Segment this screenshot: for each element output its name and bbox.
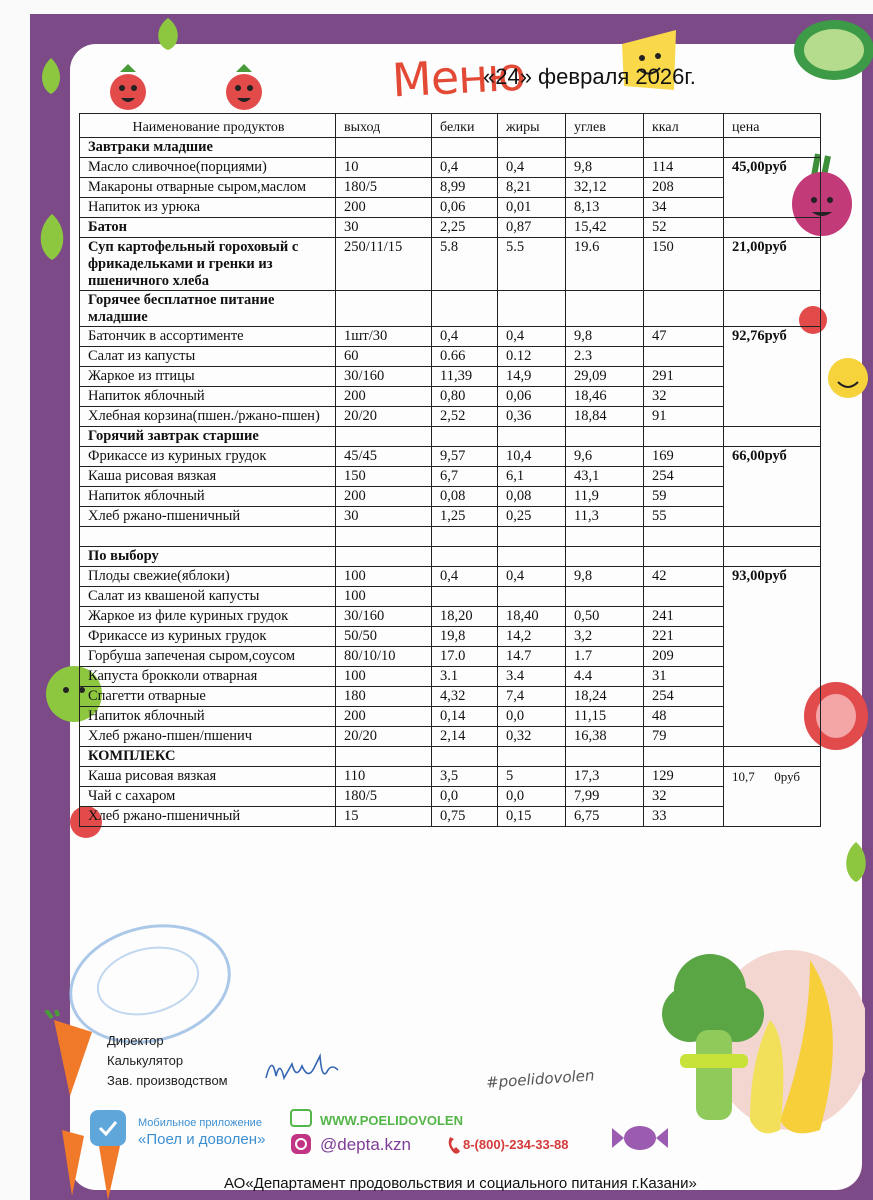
empty-cell — [432, 747, 498, 767]
nutrition-value: 9,8 — [566, 327, 644, 347]
nutrition-value: 79 — [644, 727, 724, 747]
nutrition-value: 209 — [644, 647, 724, 667]
column-header: ккал — [644, 114, 724, 138]
nutrition-value: 0,36 — [498, 407, 566, 427]
nutrition-value: 200 — [336, 198, 432, 218]
menu-table — [79, 113, 821, 827]
leaf-icon — [36, 56, 66, 96]
nutrition-value: 10 — [336, 158, 432, 178]
footer-company: АО«Департамент продовольствия и социального питания г.Казани» — [224, 1175, 697, 1192]
nutrition-value: 1,25 — [432, 507, 498, 527]
nutrition-value: 17.0 — [432, 647, 498, 667]
section-heading: КОМПЛЕКС — [80, 747, 336, 767]
nutrition-value: 18,20 — [432, 607, 498, 627]
table-row — [80, 238, 821, 291]
nutrition-value: 180/5 — [336, 178, 432, 198]
empty-cell — [566, 427, 644, 447]
product-name: Капуста брокколи отварная — [80, 667, 336, 687]
nutrition-value: 221 — [644, 627, 724, 647]
table-row — [80, 347, 821, 367]
empty-cell — [724, 138, 821, 158]
empty-cell — [336, 427, 432, 447]
nutrition-value: 19.6 — [566, 238, 644, 291]
product-name: Батон — [80, 218, 336, 238]
nutrition-value: 9,8 — [566, 567, 644, 587]
empty-cell — [644, 547, 724, 567]
leaf-icon-right — [838, 840, 873, 884]
nutrition-value — [644, 587, 724, 607]
product-name: Горбуша запеченая сыром,соусом — [80, 647, 336, 667]
nutrition-value: 241 — [644, 607, 724, 627]
empty-cell — [644, 291, 724, 327]
product-name: Спагетти отварные — [80, 687, 336, 707]
table-row — [80, 807, 821, 827]
menu-title: Меню — [390, 46, 527, 108]
nutrition-value: 30 — [336, 218, 432, 238]
table-row — [80, 178, 821, 198]
nutrition-value: 14,2 — [498, 627, 566, 647]
nutrition-value: 0,06 — [432, 198, 498, 218]
nutrition-value: 0.12 — [498, 347, 566, 367]
product-name: Каша рисовая вязкая — [80, 467, 336, 487]
nutrition-value — [498, 587, 566, 607]
nutrition-value: 254 — [644, 467, 724, 487]
nutrition-value: 11,39 — [432, 367, 498, 387]
table-row — [80, 547, 821, 567]
table-row — [80, 447, 821, 467]
nutrition-value: 4,32 — [432, 687, 498, 707]
nutrition-value: 19,8 — [432, 627, 498, 647]
empty-cell — [432, 291, 498, 327]
nutrition-value: 33 — [644, 807, 724, 827]
empty-cell — [724, 218, 821, 238]
product-name: Напиток из урюка — [80, 198, 336, 218]
section-heading: Завтраки младшие — [80, 138, 336, 158]
nutrition-value: 169 — [644, 447, 724, 467]
table-row — [80, 387, 821, 407]
empty-cell — [336, 138, 432, 158]
nutrition-value: 60 — [336, 347, 432, 367]
nutrition-value: 0,75 — [432, 807, 498, 827]
product-name: Хлеб ржано-пшеничный — [80, 807, 336, 827]
price-cell: 66,00руб — [724, 447, 821, 527]
nutrition-value: 2,14 — [432, 727, 498, 747]
nutrition-value: 43,1 — [566, 467, 644, 487]
candy-icon — [612, 1118, 668, 1158]
column-header: углев — [566, 114, 644, 138]
empty-cell — [498, 138, 566, 158]
nutrition-value: 6,7 — [432, 467, 498, 487]
empty-cell — [724, 747, 821, 767]
product-name: Чай с сахаром — [80, 787, 336, 807]
nutrition-value: 42 — [644, 567, 724, 587]
calculator-label: Калькулятор — [107, 1053, 184, 1068]
nutrition-value: 110 — [336, 767, 432, 787]
nutrition-value: 32,12 — [566, 178, 644, 198]
nutrition-value: 80/10/10 — [336, 647, 432, 667]
nutrition-value: 45/45 — [336, 447, 432, 467]
nutrition-value: 8,13 — [566, 198, 644, 218]
price-cell: 92,76руб — [724, 327, 821, 427]
instagram-icon — [290, 1133, 312, 1155]
empty-cell — [432, 427, 498, 447]
table-row — [80, 647, 821, 667]
price-cell: 10,7 0руб — [724, 767, 821, 827]
product-name: Фрикассе из куриных грудок — [80, 447, 336, 467]
mobile-app-icon — [88, 1108, 128, 1148]
nutrition-value: 52 — [644, 218, 724, 238]
table-row — [80, 627, 821, 647]
table-row — [80, 787, 821, 807]
nutrition-value: 11,15 — [566, 707, 644, 727]
empty-cell — [336, 291, 432, 327]
leaf-icon-left — [34, 212, 70, 262]
handwritten-signature — [262, 1050, 342, 1090]
table-row — [80, 687, 821, 707]
nutrition-value: 0,08 — [432, 487, 498, 507]
table-row — [80, 407, 821, 427]
table-row — [80, 427, 821, 447]
leaf-icon-top — [150, 16, 186, 52]
nutrition-value: 31 — [644, 667, 724, 687]
empty-cell — [566, 547, 644, 567]
product-name: Напиток яблочный — [80, 487, 336, 507]
empty-cell — [432, 138, 498, 158]
broccoli-banana-characters-icon — [640, 930, 865, 1170]
empty-cell — [498, 427, 566, 447]
phone-number[interactable]: 8-(800)-234-33-88 — [463, 1137, 569, 1152]
nutrition-value: 32 — [644, 387, 724, 407]
nutrition-value: 0,06 — [498, 387, 566, 407]
empty-cell — [498, 747, 566, 767]
empty-cell — [566, 747, 644, 767]
nutrition-value: 150 — [336, 467, 432, 487]
app-label-line2: «Поел и доволен» — [138, 1131, 266, 1148]
nutrition-value: 0,4 — [498, 158, 566, 178]
nutrition-value: 8,99 — [432, 178, 498, 198]
nutrition-value: 4.4 — [566, 667, 644, 687]
product-name: Жаркое из птицы — [80, 367, 336, 387]
empty-cell — [644, 747, 724, 767]
nutrition-value: 32 — [644, 787, 724, 807]
nutrition-value: 0,14 — [432, 707, 498, 727]
nutrition-value: 3.1 — [432, 667, 498, 687]
nutrition-value: 9,6 — [566, 447, 644, 467]
nutrition-value: 14.7 — [498, 647, 566, 667]
empty-cell — [644, 527, 724, 547]
column-header: жиры — [498, 114, 566, 138]
table-row — [80, 367, 821, 387]
empty-cell — [336, 747, 432, 767]
empty-cell — [644, 427, 724, 447]
nutrition-value: 129 — [644, 767, 724, 787]
nutrition-value: 0,25 — [498, 507, 566, 527]
nutrition-value: 0,0 — [432, 787, 498, 807]
column-header: Наименование продуктов — [80, 114, 336, 138]
product-name: Хлеб ржано-пшеничный — [80, 507, 336, 527]
nutrition-value: 15 — [336, 807, 432, 827]
nutrition-value: 180/5 — [336, 787, 432, 807]
instagram-handle[interactable]: @depta.kzn — [320, 1135, 411, 1154]
nutrition-value: 20/20 — [336, 727, 432, 747]
nutrition-value: 30 — [336, 507, 432, 527]
table-row — [80, 291, 821, 327]
table-row — [80, 138, 821, 158]
product-name: Жаркое из филе куриных грудок — [80, 607, 336, 627]
website-link[interactable]: WWW.POELIDOVOLEN — [320, 1113, 463, 1128]
nutrition-value: 55 — [644, 507, 724, 527]
section-heading: Горячий завтрак старшие — [80, 427, 336, 447]
nutrition-value: 11,9 — [566, 487, 644, 507]
nutrition-value: 0.66 — [432, 347, 498, 367]
nutrition-value: 8,21 — [498, 178, 566, 198]
nutrition-value: 0,4 — [498, 327, 566, 347]
nutrition-value: 2,25 — [432, 218, 498, 238]
table-row — [80, 487, 821, 507]
column-header: выход — [336, 114, 432, 138]
empty-cell — [644, 138, 724, 158]
product-name: Хлеб ржано-пшен/пшенич — [80, 727, 336, 747]
nutrition-value: 29,09 — [566, 367, 644, 387]
nutrition-value: 254 — [644, 687, 724, 707]
nutrition-value: 14,9 — [498, 367, 566, 387]
column-header: белки — [432, 114, 498, 138]
table-row — [80, 707, 821, 727]
nutrition-value: 0,0 — [498, 787, 566, 807]
table-row — [80, 767, 821, 787]
nutrition-value — [566, 587, 644, 607]
nutrition-value: 0,4 — [432, 567, 498, 587]
nutrition-value: 2.3 — [566, 347, 644, 367]
nutrition-value: 30/160 — [336, 367, 432, 387]
director-label: Директор — [107, 1033, 164, 1048]
table-row — [80, 567, 821, 587]
nutrition-value: 9,57 — [432, 447, 498, 467]
nutrition-value: 20/20 — [336, 407, 432, 427]
nutrition-value: 291 — [644, 367, 724, 387]
price-cell: 93,00руб — [724, 567, 821, 747]
product-name: Салат из капусты — [80, 347, 336, 367]
product-name: Суп картофельный гороховый с фрикадельками и гренки из пшеничного хлеба — [80, 238, 336, 291]
product-name: Макароны отварные сыром,маслом — [80, 178, 336, 198]
nutrition-value: 5 — [498, 767, 566, 787]
production-label: Зав. производством — [107, 1073, 228, 1088]
nutrition-value: 0,01 — [498, 198, 566, 218]
nutrition-value: 5.5 — [498, 238, 566, 291]
nutrition-value: 200 — [336, 707, 432, 727]
nutrition-value: 200 — [336, 487, 432, 507]
table-row — [80, 587, 821, 607]
nutrition-value: 3,5 — [432, 767, 498, 787]
nutrition-value: 2,52 — [432, 407, 498, 427]
section-heading: По выбору — [80, 547, 336, 567]
nutrition-value: 0,4 — [432, 327, 498, 347]
nutrition-value: 1шт/30 — [336, 327, 432, 347]
smiley-character-icon — [826, 352, 872, 402]
empty-cell — [724, 427, 821, 447]
empty-cell — [336, 547, 432, 567]
nutrition-value: 0,08 — [498, 487, 566, 507]
nutrition-value: 34 — [644, 198, 724, 218]
nutrition-value: 3.4 — [498, 667, 566, 687]
nutrition-value: 59 — [644, 487, 724, 507]
nutrition-value: 3,2 — [566, 627, 644, 647]
nutrition-value: 0,80 — [432, 387, 498, 407]
nutrition-value: 11,3 — [566, 507, 644, 527]
product-name: Хлебная корзина(пшен./ржано-пшен) — [80, 407, 336, 427]
empty-cell — [566, 291, 644, 327]
nutrition-value: 250/11/15 — [336, 238, 432, 291]
nutrition-value: 150 — [644, 238, 724, 291]
cucumber-slice-icon — [786, 14, 873, 84]
nutrition-value: 47 — [644, 327, 724, 347]
column-header: цена — [724, 114, 821, 138]
nutrition-value: 0,32 — [498, 727, 566, 747]
nutrition-value: 18,84 — [566, 407, 644, 427]
table-row — [80, 467, 821, 487]
product-name: Батончик в ассортименте — [80, 327, 336, 347]
table-row — [80, 507, 821, 527]
product-name: Каша рисовая вязкая — [80, 767, 336, 787]
product-name: Плоды свежие(яблоки) — [80, 567, 336, 587]
table-row — [80, 747, 821, 767]
nutrition-value: 50/50 — [336, 627, 432, 647]
product-name: Масло сливочное(порциями) — [80, 158, 336, 178]
nutrition-value — [432, 587, 498, 607]
nutrition-value: 0,87 — [498, 218, 566, 238]
nutrition-value: 0,4 — [432, 158, 498, 178]
nutrition-value: 6,75 — [566, 807, 644, 827]
hashtag: #poelidovolen — [485, 1066, 595, 1092]
empty-cell — [498, 291, 566, 327]
product-name: Напиток яблочный — [80, 707, 336, 727]
empty-cell — [566, 138, 644, 158]
empty-cell — [724, 527, 821, 547]
nutrition-value: 7,4 — [498, 687, 566, 707]
nutrition-value: 114 — [644, 158, 724, 178]
empty-cell — [80, 527, 336, 547]
nutrition-value: 10,4 — [498, 447, 566, 467]
empty-cell — [724, 291, 821, 327]
nutrition-value: 100 — [336, 587, 432, 607]
nutrition-value: 9,8 — [566, 158, 644, 178]
product-name: Салат из квашеной капусты — [80, 587, 336, 607]
empty-cell — [432, 547, 498, 567]
table-row — [80, 727, 821, 747]
nutrition-value: 15,42 — [566, 218, 644, 238]
table-header-row — [80, 114, 821, 138]
nutrition-value: 200 — [336, 387, 432, 407]
phone-icon — [446, 1135, 464, 1155]
nutrition-value: 100 — [336, 667, 432, 687]
website-icon — [290, 1109, 312, 1129]
nutrition-value — [644, 347, 724, 367]
table-row — [80, 527, 821, 547]
nutrition-value: 208 — [644, 178, 724, 198]
price-cell: 45,00руб — [724, 158, 821, 218]
nutrition-value: 1.7 — [566, 647, 644, 667]
table-row — [80, 327, 821, 347]
menu-date: «24» февраля 2026г. — [483, 64, 696, 89]
table-row — [80, 218, 821, 238]
price-cell: 21,00руб — [724, 238, 821, 291]
nutrition-value: 0,0 — [498, 707, 566, 727]
product-name: Напиток яблочный — [80, 387, 336, 407]
table-row — [80, 198, 821, 218]
empty-cell — [566, 527, 644, 547]
table-row — [80, 667, 821, 687]
table-row — [80, 607, 821, 627]
empty-cell — [498, 547, 566, 567]
nutrition-value: 48 — [644, 707, 724, 727]
nutrition-value: 5.8 — [432, 238, 498, 291]
app-label-line1: Мобильное приложение — [138, 1117, 262, 1129]
nutrition-value: 91 — [644, 407, 724, 427]
nutrition-value: 0,4 — [498, 567, 566, 587]
table-row — [80, 158, 821, 178]
nutrition-value: 16,38 — [566, 727, 644, 747]
nutrition-value: 6,1 — [498, 467, 566, 487]
nutrition-value: 0,50 — [566, 607, 644, 627]
nutrition-value: 0,15 — [498, 807, 566, 827]
nutrition-value: 18,24 — [566, 687, 644, 707]
section-heading: Горячее бесплатное питание младшие — [80, 291, 336, 327]
nutrition-value: 100 — [336, 567, 432, 587]
nutrition-value: 17,3 — [566, 767, 644, 787]
empty-cell — [724, 547, 821, 567]
empty-cell — [432, 527, 498, 547]
nutrition-value: 18,40 — [498, 607, 566, 627]
empty-cell — [336, 527, 432, 547]
nutrition-value: 18,46 — [566, 387, 644, 407]
nutrition-value: 180 — [336, 687, 432, 707]
empty-cell — [498, 527, 566, 547]
nutrition-value: 7,99 — [566, 787, 644, 807]
product-name: Фрикассе из куриных грудок — [80, 627, 336, 647]
nutrition-value: 30/160 — [336, 607, 432, 627]
